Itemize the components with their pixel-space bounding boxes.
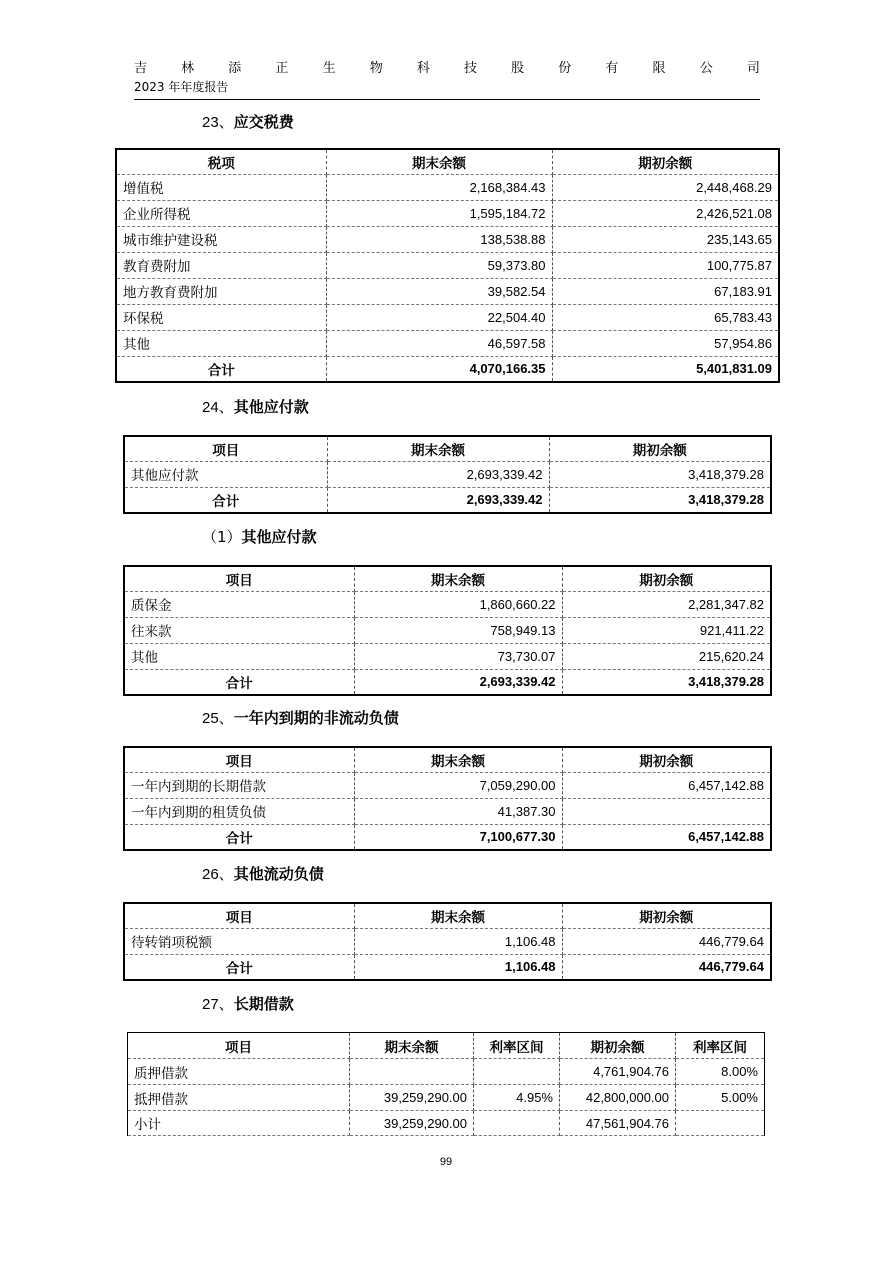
section-title-text: 应交税费 bbox=[233, 113, 294, 131]
opening-balance-cell: 42,800,000.00 bbox=[560, 1085, 676, 1111]
company-char: 股 bbox=[511, 61, 525, 76]
company-name bbox=[134, 60, 760, 78]
company-char: 公 bbox=[699, 61, 713, 76]
table-header-row bbox=[128, 1033, 765, 1059]
column-header: 项目 bbox=[124, 436, 327, 461]
opening-balance-cell: 2,281,347.82 bbox=[562, 591, 771, 617]
ending-rate-cell: 4.95% bbox=[474, 1085, 560, 1111]
company-char: 林 bbox=[181, 61, 195, 76]
opening-balance-cell: 2,448,468.29 bbox=[552, 174, 779, 200]
table-row bbox=[116, 330, 779, 356]
header-divider bbox=[134, 99, 760, 100]
ending-balance-cell: 7,059,290.00 bbox=[354, 772, 562, 798]
company-char: 司 bbox=[746, 61, 760, 76]
section-number: 23、 bbox=[202, 114, 234, 131]
opening-rate-cell bbox=[676, 1111, 765, 1136]
table-row bbox=[116, 174, 779, 200]
ending-balance-cell: 1,860,660.22 bbox=[354, 591, 562, 617]
section-title-taxes-payable bbox=[202, 112, 294, 133]
total-label: 合计 bbox=[116, 356, 326, 382]
company-char: 生 bbox=[322, 61, 336, 76]
company-char: 物 bbox=[369, 61, 383, 76]
opening-rate-cell: 5.00% bbox=[676, 1085, 765, 1111]
ending-balance-cell: 39,259,290.00 bbox=[350, 1111, 474, 1136]
ending-balance-cell: 758,949.13 bbox=[354, 617, 562, 643]
table-row bbox=[116, 226, 779, 252]
other-current-liabilities-table bbox=[123, 902, 772, 981]
ending-balance-cell: 73,730.07 bbox=[354, 643, 562, 669]
opening-balance-cell: 100,775.87 bbox=[552, 252, 779, 278]
report-year: 2023 年年度报告 bbox=[134, 80, 229, 94]
column-header: 期末余额 bbox=[326, 149, 552, 174]
ending-balance-cell: 138,538.88 bbox=[326, 226, 552, 252]
company-char: 技 bbox=[463, 61, 477, 76]
section-number: 24、 bbox=[202, 399, 234, 416]
total-label: 合计 bbox=[124, 487, 327, 513]
table-row bbox=[124, 461, 771, 487]
column-header: 期末余额 bbox=[350, 1033, 474, 1059]
total-row bbox=[124, 824, 771, 850]
table-row bbox=[124, 928, 771, 954]
row-label: 质押借款 bbox=[128, 1059, 350, 1085]
company-char: 科 bbox=[416, 61, 430, 76]
table-row bbox=[124, 798, 771, 824]
table-row bbox=[128, 1059, 765, 1085]
ending-balance-total: 1,106.48 bbox=[354, 954, 562, 980]
current-noncurrent-liabilities-table bbox=[123, 746, 772, 851]
ending-balance-cell: 46,597.58 bbox=[326, 330, 552, 356]
column-header: 期末余额 bbox=[327, 436, 549, 461]
opening-balance-cell: 57,954.86 bbox=[552, 330, 779, 356]
table-row bbox=[128, 1085, 765, 1111]
ending-balance-cell: 2,168,384.43 bbox=[326, 174, 552, 200]
column-header: 税项 bbox=[116, 149, 326, 174]
table-row bbox=[124, 772, 771, 798]
ending-balance-cell: 22,504.40 bbox=[326, 304, 552, 330]
column-header: 期初余额 bbox=[562, 903, 771, 928]
company-char: 吉 bbox=[134, 61, 148, 76]
opening-balance-cell: 47,561,904.76 bbox=[560, 1111, 676, 1136]
opening-balance-total: 3,418,379.28 bbox=[562, 669, 771, 695]
table-header-row bbox=[124, 747, 771, 772]
section-title-text: 其他应付款 bbox=[241, 528, 317, 546]
column-header: 期末余额 bbox=[354, 566, 562, 591]
opening-balance-total: 3,418,379.28 bbox=[549, 487, 771, 513]
ending-balance-total: 2,693,339.42 bbox=[354, 669, 562, 695]
opening-balance-cell: 2,426,521.08 bbox=[552, 200, 779, 226]
row-label: 环保税 bbox=[116, 304, 326, 330]
total-label: 合计 bbox=[124, 824, 354, 850]
table-header-row bbox=[124, 566, 771, 591]
table-row bbox=[128, 1111, 765, 1136]
ending-balance-cell: 39,259,290.00 bbox=[350, 1085, 474, 1111]
column-header: 项目 bbox=[124, 566, 354, 591]
row-label: 往来款 bbox=[124, 617, 354, 643]
column-header: 期初余额 bbox=[562, 566, 771, 591]
long-term-loans-table bbox=[127, 1032, 765, 1136]
total-row bbox=[124, 487, 771, 513]
opening-balance-cell: 215,620.24 bbox=[562, 643, 771, 669]
opening-balance-cell: 446,779.64 bbox=[562, 928, 771, 954]
column-header: 期初余额 bbox=[552, 149, 779, 174]
row-label: 教育费附加 bbox=[116, 252, 326, 278]
total-label: 合计 bbox=[124, 954, 354, 980]
opening-balance-total: 5,401,831.09 bbox=[552, 356, 779, 382]
section-title-text: 长期借款 bbox=[233, 995, 294, 1013]
column-header: 期初余额 bbox=[562, 747, 771, 772]
company-char: 添 bbox=[228, 61, 242, 76]
row-label: 质保金 bbox=[124, 591, 354, 617]
column-header: 利率区间 bbox=[676, 1033, 765, 1059]
opening-balance-cell: 6,457,142.88 bbox=[562, 772, 771, 798]
table-header-row bbox=[124, 436, 771, 461]
ending-balance-cell: 59,373.80 bbox=[326, 252, 552, 278]
row-label: 其他 bbox=[124, 643, 354, 669]
ending-rate-cell bbox=[474, 1059, 560, 1085]
ending-balance-total: 2,693,339.42 bbox=[327, 487, 549, 513]
table-row bbox=[116, 304, 779, 330]
opening-balance-cell: 4,761,904.76 bbox=[560, 1059, 676, 1085]
row-label: 其他 bbox=[116, 330, 326, 356]
company-char: 有 bbox=[605, 61, 619, 76]
row-label: 企业所得税 bbox=[116, 200, 326, 226]
opening-balance-cell bbox=[562, 798, 771, 824]
total-row bbox=[124, 669, 771, 695]
other-payables-table bbox=[123, 435, 772, 514]
row-label: 待转销项税额 bbox=[124, 928, 354, 954]
row-label: 小计 bbox=[128, 1111, 350, 1136]
row-label: 抵押借款 bbox=[128, 1085, 350, 1111]
section-title-text: 其他流动负债 bbox=[233, 865, 324, 883]
section-title-text: 一年内到期的非流动负债 bbox=[233, 709, 399, 727]
ending-balance-cell: 39,582.54 bbox=[326, 278, 552, 304]
column-header: 项目 bbox=[128, 1033, 350, 1059]
row-label: 增值税 bbox=[116, 174, 326, 200]
opening-balance-cell: 3,418,379.28 bbox=[549, 461, 771, 487]
taxes-payable-table bbox=[115, 148, 780, 383]
table-row bbox=[116, 200, 779, 226]
column-header: 利率区间 bbox=[474, 1033, 560, 1059]
ending-balance-cell: 1,595,184.72 bbox=[326, 200, 552, 226]
page-header bbox=[134, 60, 760, 95]
opening-balance-total: 446,779.64 bbox=[562, 954, 771, 980]
ending-balance-total: 7,100,677.30 bbox=[354, 824, 562, 850]
section-number: 26、 bbox=[202, 866, 234, 883]
ending-balance-total: 4,070,166.35 bbox=[326, 356, 552, 382]
other-payables-detail-table bbox=[123, 565, 772, 696]
column-header: 期末余额 bbox=[354, 903, 562, 928]
ending-balance-cell: 2,693,339.42 bbox=[327, 461, 549, 487]
total-row bbox=[116, 356, 779, 382]
ending-balance-cell: 1,106.48 bbox=[354, 928, 562, 954]
ending-rate-cell bbox=[474, 1111, 560, 1136]
company-char: 份 bbox=[558, 61, 572, 76]
table-header-row bbox=[116, 149, 779, 174]
table-header-row bbox=[124, 903, 771, 928]
opening-balance-total: 6,457,142.88 bbox=[562, 824, 771, 850]
opening-balance-cell: 65,783.43 bbox=[552, 304, 779, 330]
row-label: 一年内到期的租赁负债 bbox=[124, 798, 354, 824]
total-row bbox=[124, 954, 771, 980]
column-header: 项目 bbox=[124, 747, 354, 772]
table-row bbox=[116, 252, 779, 278]
column-header: 项目 bbox=[124, 903, 354, 928]
section-title-current-noncurrent-liabilities bbox=[202, 708, 399, 729]
table-row bbox=[124, 643, 771, 669]
section-title-other-payables-detail bbox=[202, 527, 317, 547]
row-label: 地方教育费附加 bbox=[116, 278, 326, 304]
section-title-long-term-loans bbox=[202, 994, 294, 1015]
section-number: 25、 bbox=[202, 710, 234, 727]
opening-rate-cell: 8.00% bbox=[676, 1059, 765, 1085]
ending-balance-cell bbox=[350, 1059, 474, 1085]
row-label: 一年内到期的长期借款 bbox=[124, 772, 354, 798]
section-title-other-payables bbox=[202, 397, 309, 418]
section-number: （1） bbox=[202, 528, 242, 546]
table-row bbox=[124, 591, 771, 617]
row-label: 其他应付款 bbox=[124, 461, 327, 487]
opening-balance-cell: 235,143.65 bbox=[552, 226, 779, 252]
column-header: 期初余额 bbox=[549, 436, 771, 461]
opening-balance-cell: 67,183.91 bbox=[552, 278, 779, 304]
opening-balance-cell: 921,411.22 bbox=[562, 617, 771, 643]
column-header: 期末余额 bbox=[354, 747, 562, 772]
ending-balance-cell: 41,387.30 bbox=[354, 798, 562, 824]
page-number: 99 bbox=[439, 1156, 453, 1168]
section-title-other-current-liabilities bbox=[202, 864, 324, 885]
total-label: 合计 bbox=[124, 669, 354, 695]
company-char: 正 bbox=[275, 61, 289, 76]
column-header: 期初余额 bbox=[560, 1033, 676, 1059]
row-label: 城市维护建设税 bbox=[116, 226, 326, 252]
section-number: 27、 bbox=[202, 996, 234, 1013]
company-char: 限 bbox=[652, 61, 666, 76]
table-row bbox=[116, 278, 779, 304]
table-row bbox=[124, 617, 771, 643]
section-title-text: 其他应付款 bbox=[233, 398, 309, 416]
